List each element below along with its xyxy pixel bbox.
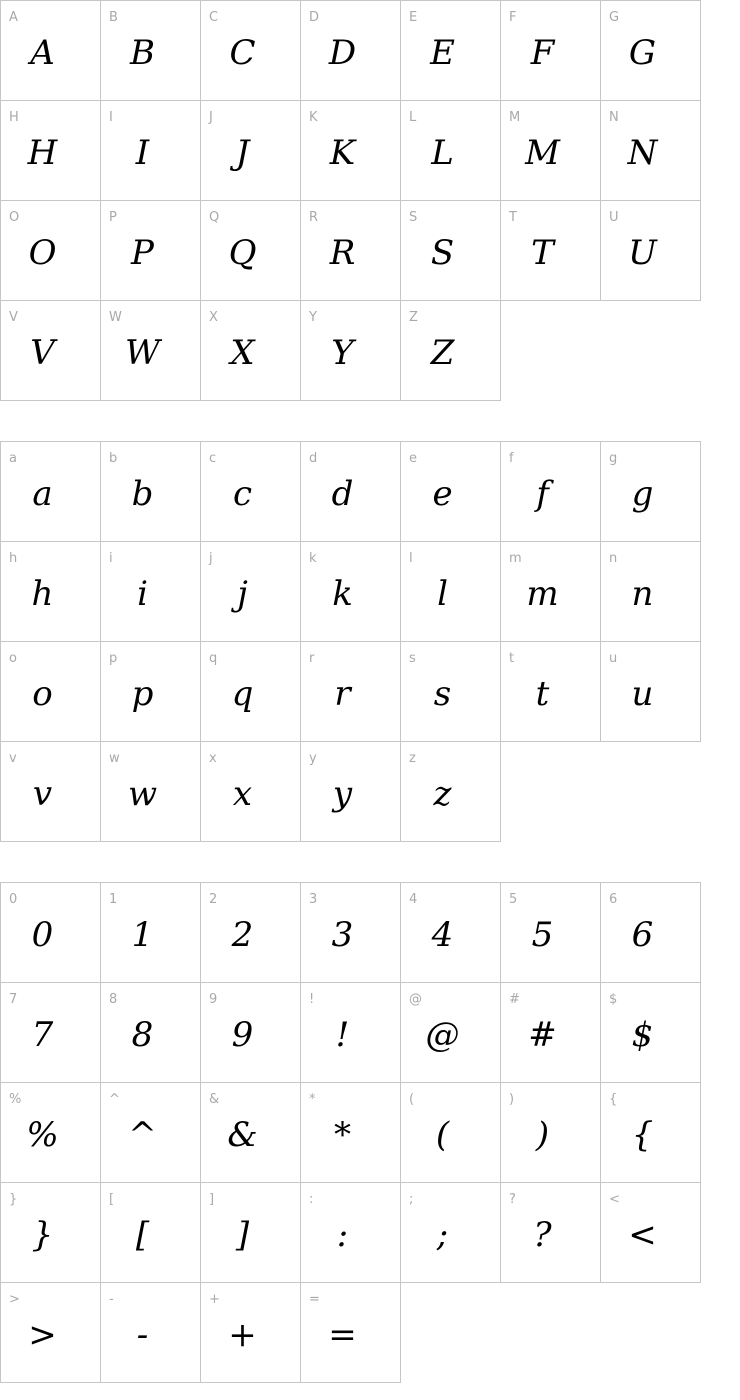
- cell-glyph-preview: Q: [228, 232, 257, 273]
- cell-character-label: G: [609, 10, 620, 25]
- cell-character-label: 1: [109, 892, 118, 907]
- glyph-cell: [101, 1083, 201, 1183]
- glyph-cell: [1, 542, 101, 642]
- cell-character-label: ?: [509, 1192, 516, 1207]
- glyph-cell: [301, 742, 401, 842]
- cell-character-label: 4: [409, 892, 418, 907]
- cell-glyph-preview: G: [628, 32, 657, 73]
- glyph-cell: [1, 301, 101, 401]
- glyph-cell: [401, 442, 501, 542]
- glyph-cell: [601, 442, 701, 542]
- glyph-cell: [301, 1, 401, 101]
- cell-character-label: L: [409, 110, 417, 125]
- cell-glyph-preview: q: [231, 673, 254, 714]
- cell-glyph-preview: 4: [431, 914, 454, 955]
- glyph-cell: [401, 1, 501, 101]
- cell-character-label: h: [9, 551, 18, 566]
- cell-character-label: @: [409, 992, 422, 1007]
- cell-glyph-preview: e: [432, 473, 453, 514]
- cell-glyph-preview: !: [335, 1014, 350, 1055]
- cell-glyph-preview: $: [631, 1014, 654, 1055]
- glyph-cell: [501, 1, 601, 101]
- cell-glyph-preview: C: [229, 32, 256, 73]
- cell-character-label: x: [209, 751, 217, 766]
- cell-glyph-preview: =: [328, 1314, 357, 1355]
- cell-glyph-preview: t: [535, 673, 550, 714]
- glyph-cell: [1, 883, 101, 983]
- cell-character-label: d: [309, 451, 318, 466]
- glyph-cell: [301, 642, 401, 742]
- cell-glyph-preview: 5: [531, 914, 554, 955]
- cell-character-label: 3: [309, 892, 318, 907]
- cell-character-label: Y: [309, 310, 317, 325]
- cell-glyph-preview: l: [437, 573, 448, 614]
- cell-glyph-preview: D: [328, 32, 357, 73]
- cell-character-label: g: [609, 451, 618, 466]
- cell-character-label: *: [309, 1092, 316, 1107]
- cell-glyph-preview: (: [435, 1114, 450, 1155]
- cell-glyph-preview: L: [431, 132, 454, 173]
- glyph-cell: [201, 542, 301, 642]
- cell-character-label: Q: [209, 210, 220, 225]
- glyph-cell: [1, 1283, 101, 1383]
- cell-glyph-preview: T: [531, 232, 554, 273]
- glyph-cell: [601, 1, 701, 101]
- cell-glyph-preview: U: [628, 232, 657, 273]
- glyph-cell: [501, 542, 601, 642]
- lowercase-letters-grid: [0, 441, 701, 842]
- glyph-cell: [1, 1, 101, 101]
- cell-glyph-preview: 7: [31, 1014, 54, 1055]
- glyph-cell: [601, 983, 701, 1083]
- cell-character-label: r: [309, 651, 315, 666]
- cell-character-label: i: [109, 551, 113, 566]
- glyph-cell: [201, 1083, 301, 1183]
- glyph-cell: [1, 983, 101, 1083]
- cell-character-label: E: [409, 10, 418, 25]
- cell-character-label: ]: [209, 1192, 215, 1207]
- cell-glyph-preview: h: [31, 573, 54, 614]
- cell-glyph-preview: H: [27, 132, 58, 173]
- cell-character-label: s: [409, 651, 416, 666]
- glyph-cell: [301, 883, 401, 983]
- glyph-cell: [301, 1283, 401, 1383]
- cell-character-label: %: [9, 1092, 22, 1107]
- glyph-cell: [201, 642, 301, 742]
- glyph-cell: [1, 742, 101, 842]
- glyph-cell: [601, 1183, 701, 1283]
- glyph-cell: [301, 201, 401, 301]
- cell-glyph-preview: #: [528, 1014, 557, 1055]
- cell-glyph-preview: 0: [31, 914, 54, 955]
- cell-glyph-preview: g: [631, 473, 654, 514]
- cell-character-label: I: [109, 110, 113, 125]
- cell-glyph-preview: v: [32, 773, 53, 814]
- cell-character-label: C: [209, 10, 219, 25]
- glyph-cell: [601, 883, 701, 983]
- glyph-cell: [601, 201, 701, 301]
- cell-glyph-preview: ): [535, 1114, 550, 1155]
- glyph-cell: [401, 542, 501, 642]
- cell-character-label: a: [9, 451, 17, 466]
- cell-glyph-preview: P: [131, 232, 154, 273]
- cell-glyph-preview: {: [631, 1114, 654, 1155]
- cell-glyph-preview: [: [135, 1214, 150, 1255]
- glyph-cell: [1, 201, 101, 301]
- cell-glyph-preview: m: [526, 573, 559, 614]
- cell-glyph-preview: %: [26, 1114, 59, 1155]
- glyph-cell: [401, 201, 501, 301]
- cell-character-label: O: [9, 210, 20, 225]
- cell-character-label: :: [309, 1192, 314, 1207]
- glyph-cell: [501, 883, 601, 983]
- glyph-cell: [1, 1183, 101, 1283]
- cell-character-label: e: [409, 451, 417, 466]
- cell-character-label: v: [9, 751, 17, 766]
- cell-character-label: u: [609, 651, 618, 666]
- glyph-cell: [501, 1183, 601, 1283]
- cell-glyph-preview: 8: [131, 1014, 154, 1055]
- glyph-cell: [101, 301, 201, 401]
- cell-glyph-preview: z: [433, 773, 452, 814]
- cell-character-label: S: [409, 210, 418, 225]
- cell-character-label: z: [409, 751, 416, 766]
- glyph-cell: [101, 742, 201, 842]
- cell-glyph-preview: 2: [231, 914, 254, 955]
- glyph-cell: [501, 101, 601, 201]
- cell-glyph-preview: X: [230, 332, 255, 373]
- glyph-cell: [401, 301, 501, 401]
- glyph-cell: [101, 1183, 201, 1283]
- glyph-cell: [301, 983, 401, 1083]
- cell-character-label: c: [209, 451, 217, 466]
- cell-glyph-preview: b: [131, 473, 154, 514]
- cell-character-label: y: [309, 751, 317, 766]
- glyph-cell: [301, 101, 401, 201]
- cell-character-label: }: [9, 1192, 18, 1207]
- glyph-cell: [301, 542, 401, 642]
- glyph-cell: [1, 101, 101, 201]
- glyph-cell: [201, 883, 301, 983]
- cell-character-label: H: [9, 110, 19, 125]
- cell-glyph-preview: <: [628, 1214, 657, 1255]
- glyph-cell: [101, 442, 201, 542]
- cell-character-label: T: [509, 210, 517, 225]
- cell-character-label: m: [509, 551, 522, 566]
- cell-glyph-preview: @: [425, 1014, 460, 1055]
- glyph-cell: [101, 542, 201, 642]
- cell-glyph-preview: B: [130, 32, 155, 73]
- cell-glyph-preview: W: [125, 332, 160, 373]
- glyph-cell: [501, 642, 601, 742]
- cell-glyph-preview: y: [332, 773, 353, 814]
- cell-glyph-preview: F: [530, 32, 555, 73]
- cell-glyph-preview: j: [237, 573, 248, 614]
- cell-character-label: {: [609, 1092, 618, 1107]
- cell-character-label: l: [409, 551, 413, 566]
- glyph-cell: [201, 1283, 301, 1383]
- cell-character-label: Z: [409, 310, 418, 325]
- glyph-cell: [501, 1083, 601, 1183]
- cell-character-label: n: [609, 551, 618, 566]
- cell-glyph-preview: u: [631, 673, 654, 714]
- glyph-cell: [1, 442, 101, 542]
- cell-character-label: 2: [209, 892, 218, 907]
- glyph-cell: [401, 1183, 501, 1283]
- cell-glyph-preview: ;: [436, 1214, 449, 1255]
- cell-glyph-preview: k: [332, 573, 353, 614]
- cell-glyph-preview: +: [228, 1314, 257, 1355]
- cell-character-label: j: [209, 551, 213, 566]
- cell-glyph-preview: E: [430, 32, 455, 73]
- glyph-cell: [101, 883, 201, 983]
- cell-character-label: U: [609, 210, 619, 225]
- cell-glyph-preview: x: [232, 773, 253, 814]
- cell-character-label: 0: [9, 892, 18, 907]
- glyph-cell: [601, 642, 701, 742]
- glyph-cell: [501, 201, 601, 301]
- cell-character-label: 9: [209, 992, 218, 1007]
- cell-glyph-preview: K: [329, 132, 356, 173]
- cell-character-label: 6: [609, 892, 618, 907]
- cell-character-label: =: [309, 1292, 320, 1307]
- cell-glyph-preview: i: [137, 573, 148, 614]
- cell-glyph-preview: p: [131, 673, 154, 714]
- cell-character-label: -: [109, 1292, 114, 1307]
- cell-character-label: P: [109, 210, 117, 225]
- cell-character-label: [: [109, 1192, 115, 1207]
- glyph-cell: [501, 442, 601, 542]
- cell-glyph-preview: d: [331, 473, 354, 514]
- glyph-cell: [101, 101, 201, 201]
- glyph-cell: [401, 883, 501, 983]
- cell-character-label: b: [109, 451, 118, 466]
- cell-character-label: M: [509, 110, 521, 125]
- cell-glyph-preview: O: [28, 232, 57, 273]
- cell-glyph-preview: M: [525, 132, 560, 173]
- glyph-cell: [1, 1083, 101, 1183]
- cell-character-label: ;: [409, 1192, 414, 1207]
- glyph-cell: [101, 983, 201, 1083]
- cell-character-label: $: [609, 992, 618, 1007]
- cell-glyph-preview: ?: [533, 1214, 552, 1255]
- glyph-cell: [401, 642, 501, 742]
- cell-glyph-preview: ]: [235, 1214, 250, 1255]
- cell-glyph-preview: J: [235, 132, 250, 173]
- cell-character-label: 5: [509, 892, 518, 907]
- glyph-cell: [401, 101, 501, 201]
- glyph-cell: [501, 983, 601, 1083]
- cell-character-label: ^: [109, 1092, 120, 1107]
- cell-glyph-preview: n: [631, 573, 654, 614]
- cell-character-label: 8: [109, 992, 118, 1007]
- cell-glyph-preview: -: [136, 1314, 149, 1355]
- digits-and-symbols-grid: [0, 882, 701, 1383]
- cell-glyph-preview: }: [31, 1214, 54, 1255]
- cell-glyph-preview: 9: [231, 1014, 254, 1055]
- cell-glyph-preview: 6: [631, 914, 654, 955]
- cell-glyph-preview: a: [32, 473, 53, 514]
- glyph-cell: [301, 442, 401, 542]
- cell-glyph-preview: I: [135, 132, 150, 173]
- cell-glyph-preview: Y: [331, 332, 354, 373]
- glyph-cell: [1, 642, 101, 742]
- cell-glyph-preview: 1: [131, 914, 154, 955]
- cell-character-label: >: [9, 1292, 20, 1307]
- glyph-cell: [201, 301, 301, 401]
- cell-character-label: +: [209, 1292, 220, 1307]
- glyph-cell: [201, 983, 301, 1083]
- glyph-cell: [201, 201, 301, 301]
- cell-glyph-preview: f: [536, 473, 549, 514]
- glyph-cell: [101, 1283, 201, 1383]
- cell-glyph-preview: A: [30, 32, 55, 73]
- glyph-cell: [201, 101, 301, 201]
- cell-character-label: R: [309, 210, 319, 225]
- cell-glyph-preview: >: [28, 1314, 57, 1355]
- cell-character-label: K: [309, 110, 318, 125]
- cell-glyph-preview: ^: [128, 1114, 157, 1155]
- cell-character-label: k: [309, 551, 317, 566]
- glyph-cell: [101, 642, 201, 742]
- cell-glyph-preview: V: [30, 332, 55, 373]
- cell-character-label: w: [109, 751, 120, 766]
- cell-glyph-preview: 3: [331, 914, 354, 955]
- glyph-cell: [301, 301, 401, 401]
- glyph-cell: [601, 101, 701, 201]
- glyph-cell: [401, 742, 501, 842]
- cell-glyph-preview: c: [232, 473, 253, 514]
- cell-character-label: &: [209, 1092, 220, 1107]
- cell-glyph-preview: s: [433, 673, 452, 714]
- cell-character-label: q: [209, 651, 218, 666]
- glyph-cell: [201, 442, 301, 542]
- cell-character-label: !: [309, 992, 315, 1007]
- glyph-cell: [101, 1, 201, 101]
- glyph-cell: [101, 201, 201, 301]
- uppercase-letters-grid: [0, 0, 701, 401]
- cell-character-label: (: [409, 1092, 415, 1107]
- cell-character-label: f: [509, 451, 514, 466]
- cell-character-label: #: [509, 992, 520, 1007]
- cell-glyph-preview: &: [227, 1114, 258, 1155]
- glyph-cell: [201, 1, 301, 101]
- cell-character-label: J: [209, 110, 213, 125]
- glyph-cell: [301, 1183, 401, 1283]
- cell-character-label: X: [209, 310, 218, 325]
- cell-character-label: N: [609, 110, 619, 125]
- cell-character-label: D: [309, 10, 320, 25]
- cell-glyph-preview: S: [430, 232, 455, 273]
- glyph-cell: [201, 1183, 301, 1283]
- cell-character-label: t: [509, 651, 515, 666]
- cell-glyph-preview: o: [32, 673, 53, 714]
- cell-glyph-preview: N: [627, 132, 658, 173]
- cell-character-label: ): [509, 1092, 515, 1107]
- cell-character-label: V: [9, 310, 18, 325]
- cell-glyph-preview: w: [127, 773, 158, 814]
- cell-glyph-preview: r: [334, 673, 351, 714]
- cell-character-label: <: [609, 1192, 620, 1207]
- cell-character-label: F: [509, 10, 517, 25]
- cell-character-label: o: [9, 651, 17, 666]
- glyph-cell: [301, 1083, 401, 1183]
- cell-character-label: W: [109, 310, 122, 325]
- cell-character-label: p: [109, 651, 118, 666]
- glyph-cell: [601, 542, 701, 642]
- cell-character-label: B: [109, 10, 118, 25]
- glyph-cell: [201, 742, 301, 842]
- cell-character-label: 7: [9, 992, 18, 1007]
- cell-glyph-preview: :: [336, 1214, 349, 1255]
- cell-glyph-preview: R: [329, 232, 356, 273]
- cell-character-label: A: [9, 10, 18, 25]
- glyph-cell: [601, 1083, 701, 1183]
- cell-glyph-preview: Z: [430, 332, 455, 373]
- cell-glyph-preview: *: [334, 1114, 351, 1155]
- glyph-cell: [401, 983, 501, 1083]
- glyph-cell: [401, 1083, 501, 1183]
